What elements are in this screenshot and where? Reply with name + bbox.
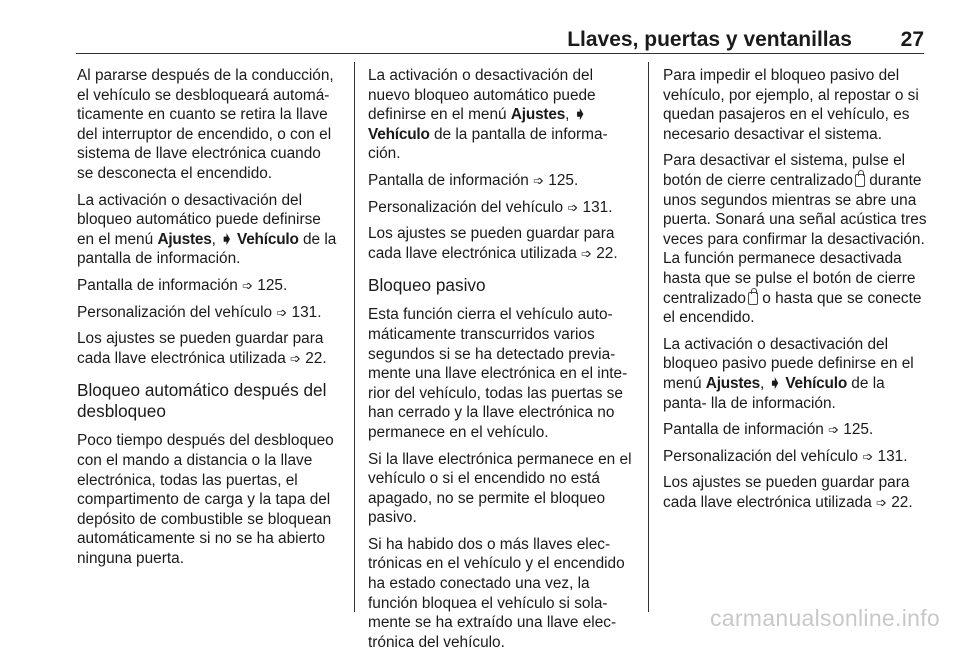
column-divider — [354, 62, 355, 612]
paragraph: Poco tiempo después del desbloqueo con el mando a distancia o la llave electrónica, todas las puertas, el compartimento de carga y la tapa del depósito de combustible se bloquean automáticamente si no se ha abierto ninguna puerta. — [77, 432, 334, 567]
ref-text: Los ajustes se pueden guardar para cada llave electrónica utilizada — [663, 474, 910, 511]
column-3 — [663, 66, 927, 519]
paragraph: Para impedir el bloqueo pasivo del vehículo, por ejemplo, al repostar o si quedan pasajeros en el vehículo, es necesario desactivar el sistema. — [663, 67, 919, 143]
section-heading: Bloqueo automático después del desbloqueo — [77, 380, 327, 422]
header-rule — [76, 53, 924, 54]
cross-reference[interactable] — [663, 473, 927, 512]
text: La activación o desactivación del nuevo bloqueo automático puede definirse en el menú — [368, 67, 596, 124]
page-number: 27 — [900, 28, 924, 51]
ref-page: 22. — [591, 244, 618, 262]
cross-reference[interactable] — [368, 171, 633, 191]
menu-vehiculo: Vehículo — [368, 125, 430, 143]
arrow-icon: ➩ — [242, 277, 254, 293]
paragraph: Si la llave electrónica permanece en el vehículo o si el encendido no está apagado, no se permite el bloqueo pasivo. — [368, 450, 632, 527]
paragraph — [368, 66, 633, 164]
arrow-icon: ➩ — [567, 199, 579, 215]
arrow-icon: ➩ — [876, 494, 887, 510]
text: , — [565, 106, 574, 124]
gear-icon: ➧ — [220, 230, 233, 248]
lock-icon — [748, 292, 758, 305]
paragraph: Al pararse después de la conducción, el vehículo se desbloqueará automá- ticamente en cuanto se retira la llave del interruptor de encendido, o con el sistema de llave electrónica cuando se desconecta el encendido. — [77, 67, 334, 182]
ref-text: Pantalla de información — [368, 171, 534, 189]
text: de la pantalla de informa- ción. — [368, 125, 608, 163]
arrow-icon: ➩ — [276, 304, 288, 320]
menu-ajustes: Ajustes — [705, 374, 760, 392]
ref-page: 22. — [886, 493, 913, 511]
gear-icon: ➧ — [573, 106, 587, 124]
text: La activación o desactivación del bloqueo automático puede definirse en el menú — [77, 191, 321, 248]
cross-reference[interactable] — [368, 198, 633, 218]
column-2 — [368, 66, 633, 659]
paragraph: Si ha habido dos o más llaves elec- trónicas en el vehículo y el encendido ha estado conectado una vez, la función bloquea el vehículo si sola- mente se ha extraído una llave elec- trónica del vehículo. — [368, 535, 625, 651]
text: de la pantalla de información. — [77, 230, 337, 268]
text: de la panta- lla de información. — [663, 374, 885, 412]
text: , — [211, 230, 221, 248]
menu-ajustes: Ajustes — [157, 230, 212, 248]
cross-reference[interactable] — [368, 224, 633, 263]
text: Para desactivar el sistema, pulse el botón de cierre centralizado — [663, 152, 906, 189]
ref-page: 131. — [578, 198, 613, 216]
cross-reference[interactable] — [663, 447, 927, 467]
arrow-icon: ➩ — [862, 448, 874, 464]
menu-ajustes: Ajustes — [510, 106, 566, 124]
paragraph — [77, 191, 340, 269]
arrow-icon: ➩ — [581, 245, 592, 261]
ref-page: 125. — [544, 171, 579, 189]
paragraph — [663, 151, 927, 327]
arrow-icon: ➩ — [828, 422, 840, 438]
ref-text: Pantalla de información — [77, 276, 243, 294]
text: La activación o desactivación del bloqueo pasivo puede definirse en el menú — [663, 335, 914, 392]
ref-text: Los ajustes se pueden guardar para cada llave electrónica utilizada — [368, 225, 615, 262]
text: durante unos segundos mientras se abre una puerta. Sonará una señal acústica tres veces para confirmar la desactivación. La función permanece desactivada hasta que se pulse el botón de cierre centralizado — [663, 171, 927, 307]
column-1 — [77, 66, 340, 575]
text: o hasta que se conecte el encendido. — [663, 289, 922, 327]
arrow-icon: ➩ — [290, 350, 301, 366]
ref-text: Los ajustes se pueden guardar para cada llave electrónica utilizada — [77, 330, 324, 367]
page-header — [76, 26, 924, 54]
ref-page: 22. — [300, 349, 327, 367]
chapter-title: Llaves, puertas y ventanillas — [567, 28, 852, 51]
ref-page: 131. — [873, 447, 908, 465]
ref-text: Pantalla de información — [663, 421, 829, 439]
cross-reference[interactable] — [77, 329, 340, 368]
ref-page: 131. — [287, 303, 322, 321]
text: , — [759, 374, 769, 392]
paragraph — [663, 335, 927, 413]
ref-text: Personalización del vehículo — [663, 447, 863, 465]
cross-reference[interactable] — [77, 276, 340, 296]
ref-page: 125. — [839, 421, 874, 439]
ref-page: 125. — [253, 276, 288, 294]
lock-icon — [855, 174, 865, 187]
column-divider — [648, 62, 649, 612]
ref-text: Personalización del vehículo — [368, 198, 568, 216]
arrow-icon: ➩ — [533, 172, 545, 188]
cross-reference[interactable] — [77, 303, 340, 323]
watermark: carmanualsonline.info — [709, 605, 940, 631]
ref-text: Personalización del vehículo — [77, 303, 277, 321]
cross-reference[interactable] — [663, 420, 927, 440]
gear-icon: ➧ — [768, 374, 782, 392]
menu-vehiculo: Vehículo — [781, 374, 848, 392]
section-heading: Bloqueo pasivo — [368, 275, 486, 296]
menu-vehiculo: Vehículo — [232, 230, 299, 248]
paragraph: Esta función cierra el vehículo auto- máticamente transcurridos varios segundos si se ha detectado previa- mente una llave electrónica en el inte- rior del vehículo, todas las puertas se han cerrado y la llave electrónica no permanece en el vehículo. — [368, 306, 628, 441]
